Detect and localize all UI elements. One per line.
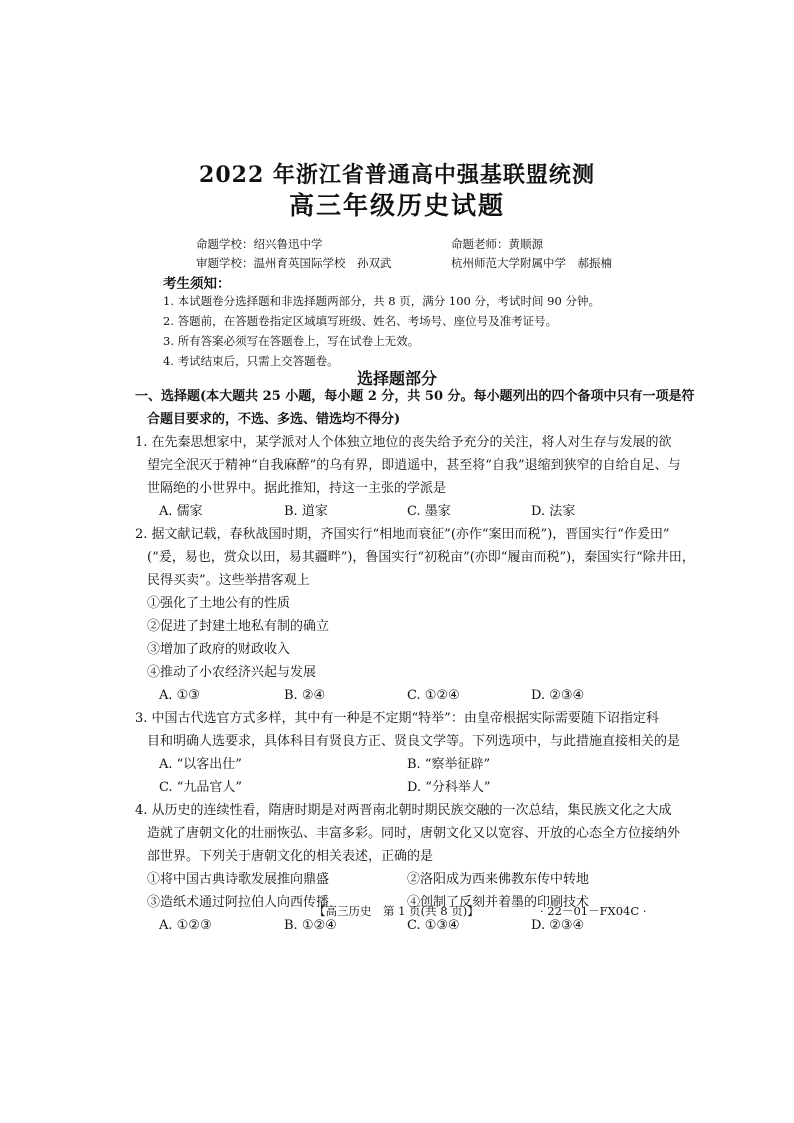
- option-c: C. “九品官人”: [159, 780, 243, 795]
- exam-title: 2022 年浙江省普通高中强基联盟统测: [199, 162, 595, 188]
- q4-statement: ④创制了反刻并着墨的印刷技术: [407, 895, 590, 910]
- setter-teacher: 命题老师：黄顺源: [451, 237, 543, 251]
- q2-options: [135, 684, 665, 707]
- q3-options-row1: [135, 753, 665, 776]
- option-d: D. 法家: [531, 504, 576, 519]
- reviewer-school-2: 杭州师范大学附属中学 郝振楠: [451, 256, 612, 270]
- option-d: D. ②③④: [531, 918, 585, 933]
- notice-item: 4. 考试结束后，只需上交答题卷。: [163, 354, 339, 368]
- q1-stem: 1. 在先秦思想家中，某学派对人个体独立地位的丧失给予充分的关注，将人对生存与发展的欲: [135, 435, 672, 450]
- q3-options-row2: [135, 776, 665, 799]
- section-title: 选择题部分: [356, 369, 437, 388]
- setter-school: 命题学校：绍兴鲁迅中学: [196, 237, 323, 251]
- q4-statement: ①将中国古典诗歌发展推向鼎盛: [147, 872, 330, 887]
- q3-stem: 目和明确人选要求，具体科目有贤良方正、贤良文学等。下列选项中，与此措施直接相关的是: [147, 734, 681, 749]
- option-a: A. ①③: [159, 688, 200, 703]
- option-c: C. 墨家: [407, 504, 451, 519]
- reviewer-school: 审题学校：温州育英国际学校 孙双武: [196, 256, 392, 270]
- q2-stem: 民得买卖”。这些举措客观上: [147, 573, 310, 588]
- exam-subtitle: 高三年级历史试题: [288, 191, 505, 220]
- option-d: D. ②③④: [531, 688, 585, 703]
- option-a: A. ①②③: [159, 918, 212, 933]
- q4-stem: 部世界。下列关于唐朝文化的相关表述，正确的是: [147, 849, 434, 864]
- q2-statement: ②促进了封建土地私有制的确立: [147, 619, 330, 634]
- option-c: C. ①③④: [407, 918, 460, 933]
- option-a: A. 儒家: [159, 504, 203, 519]
- q2-statement: ③增加了政府的财政收入: [147, 642, 291, 657]
- question-list: [135, 385, 695, 937]
- section-instructions-cont: 合题目要求的，不选、多选、错选均不得分): [147, 412, 401, 427]
- q4-statement: ③造纸术通过阿拉伯人向西传播: [147, 895, 330, 910]
- q1-stem: 望完全泯灭于精神“自我麻醉”的乌有界，即逍遥中，甚至将“自我”退缩到狭窄的自给自足、与: [147, 458, 681, 473]
- q2-statement: ①强化了土地公有的性质: [147, 596, 291, 611]
- q1-options: [135, 500, 665, 523]
- option-b: B. ①②④: [284, 918, 337, 933]
- notice-item: 1. 本试题卷分选择题和非选择题两部分，共 8 页，满分 100 分，考试时间 90 分钟。: [163, 294, 600, 308]
- section-instructions: 一、选择题(本大题共 25 小题，每小题 2 分，共 50 分。每小题列出的四个备项中只有一项是符: [135, 389, 695, 404]
- page-footer: 【高三历史 第 1 页(共 8 页)】: [314, 904, 479, 918]
- q4-statements-row1: [135, 868, 665, 891]
- option-a: A. “以客出仕”: [159, 757, 242, 772]
- q3-stem: 3. 中国古代选官方式多样，其中有一种是不定期“特举”：由皇帝根据实际需要随下诏指定科: [135, 711, 659, 726]
- option-b: B. “察举征辟”: [407, 757, 491, 772]
- option-c: C. ①②④: [407, 688, 460, 703]
- notice-item: 3. 所有答案必须写在答题卷上，写在试卷上无效。: [163, 334, 420, 348]
- notice-item: 2. 答题前，在答题卷指定区域填写班级、姓名、考场号、座位号及准考证号。: [163, 314, 558, 328]
- q2-statement: ④推动了小农经济兴起与发展: [147, 665, 317, 680]
- q1-stem: 世隔绝的小世界中。据此推知，持这一主张的学派是: [147, 481, 447, 496]
- option-b: B. ②④: [284, 688, 326, 703]
- q2-stem: 2. 据文献记载，春秋战国时期，齐国实行“相地而衰征”(亦作“案田而税”)，晋国实行“作爰田”: [135, 527, 670, 542]
- option-d: D. “分科举人”: [407, 780, 491, 795]
- q4-stem: 造就了唐朝文化的壮丽恢弘、丰富多彩。同时，唐朝文化又以宽容、开放的心态全方位接纳外: [147, 826, 681, 841]
- q4-statement: ②洛阳成为西来佛教东传中转地: [407, 872, 590, 887]
- option-b: B. 道家: [284, 504, 328, 519]
- q2-stem: (“爰，易也，赏众以田，易其疆畔”)，鲁国实行“初税亩”(亦即“履亩而税”)，秦国实行“除井田，: [147, 550, 695, 565]
- notice-heading: 考生须知：: [163, 276, 231, 292]
- q4-stem: 4. 从历史的连续性看，隋唐时期是对两晋南北朝时期民族交融的一次总结，集民族文化之大成: [135, 803, 672, 818]
- paper-code: · 22－01－FX04C ·: [540, 904, 647, 918]
